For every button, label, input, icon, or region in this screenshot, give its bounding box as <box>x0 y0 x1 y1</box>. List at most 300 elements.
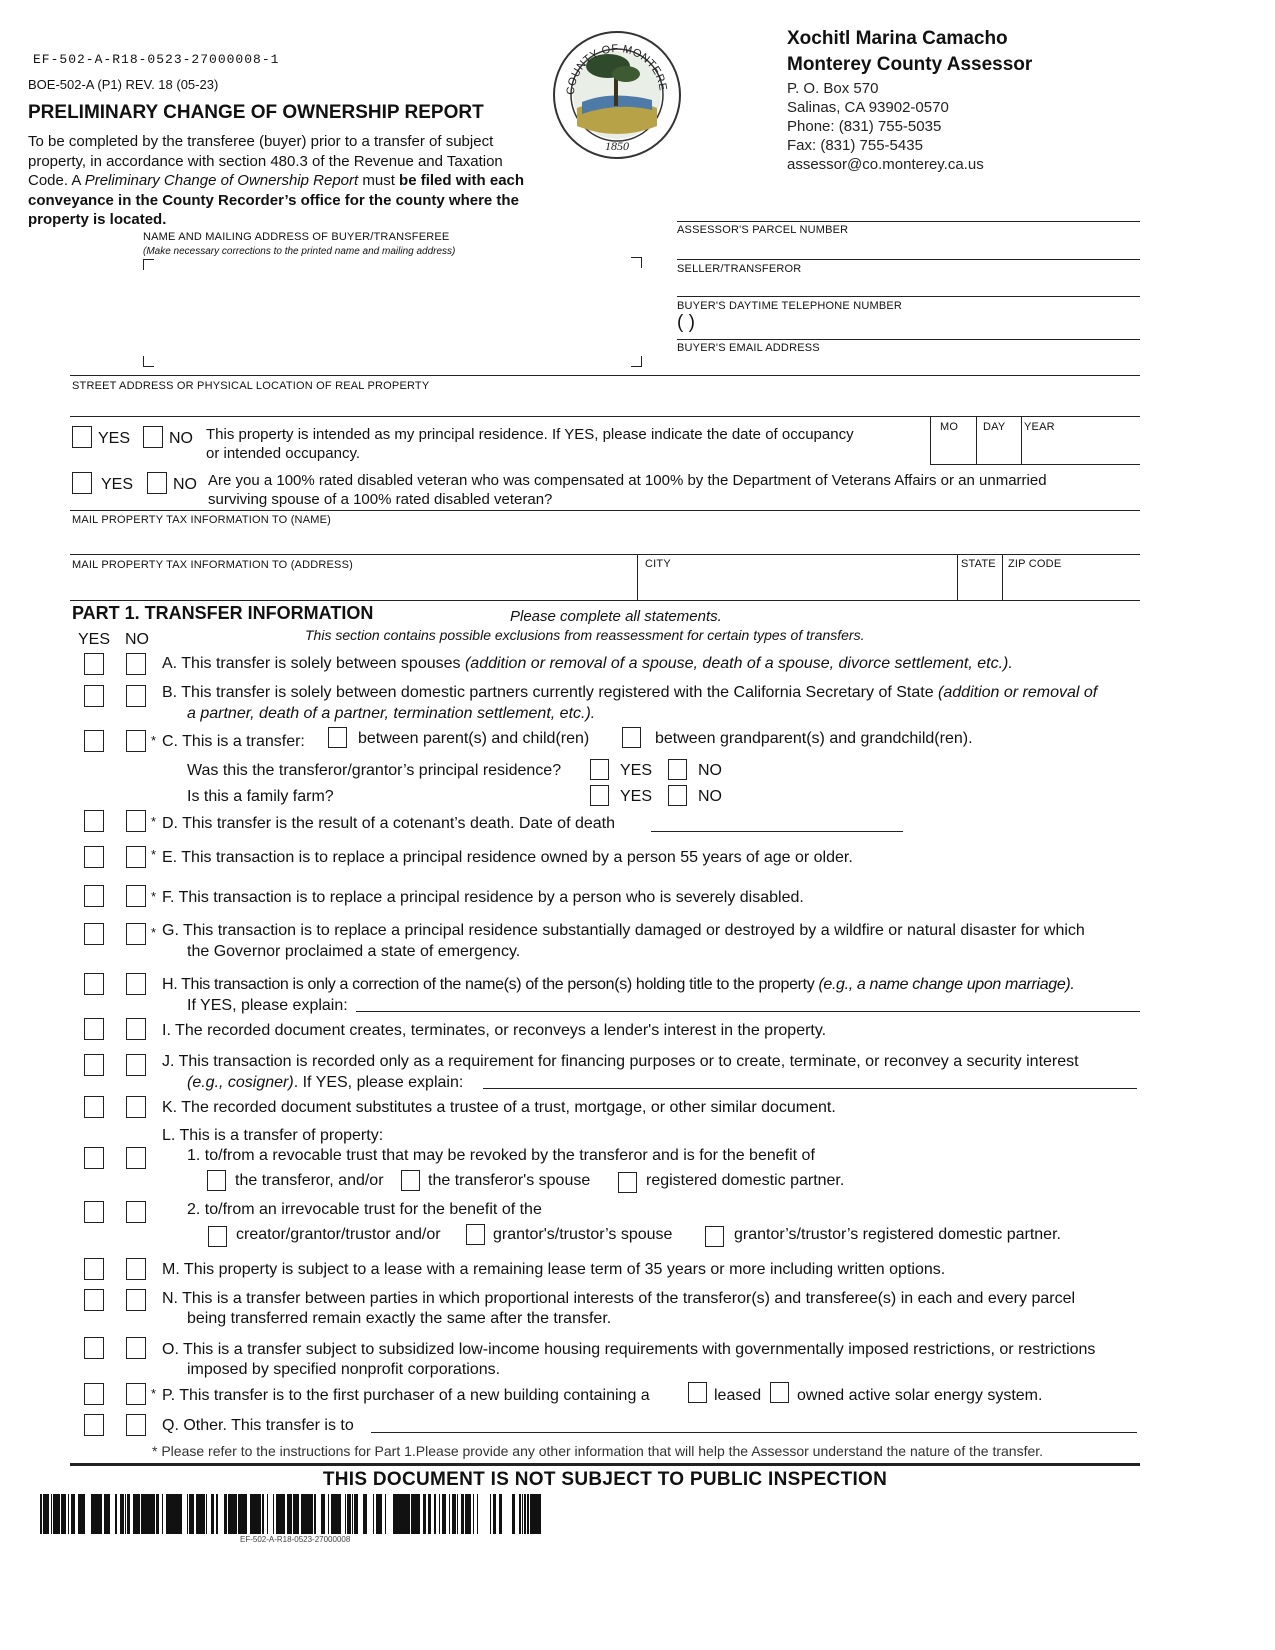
veteran-yes-checkbox[interactable] <box>72 472 92 494</box>
barcode-bar <box>324 1494 325 1534</box>
seller-field[interactable] <box>677 277 1140 295</box>
barcode-bar <box>276 1494 277 1534</box>
barcode-bar <box>203 1494 205 1534</box>
barcode-bar <box>453 1494 456 1534</box>
q-explain-field[interactable] <box>371 1414 1137 1432</box>
barcode-bar <box>495 1494 496 1534</box>
barcode-bar <box>305 1494 308 1534</box>
barcode-bar <box>245 1494 246 1534</box>
asterisk: * <box>151 1386 157 1401</box>
yes-label: YES <box>620 762 653 779</box>
barcode-bar <box>284 1494 285 1534</box>
barcode-bar <box>137 1494 139 1534</box>
barcode-bar <box>457 1494 458 1534</box>
residence-no-checkbox[interactable] <box>143 426 163 448</box>
barcode-bar <box>48 1494 49 1534</box>
divider <box>677 296 1140 297</box>
barcode-bar <box>466 1494 468 1534</box>
b-yes-checkbox[interactable] <box>84 685 104 707</box>
barcode-bar <box>62 1494 64 1534</box>
barcode-bar <box>175 1494 177 1534</box>
asterisk: * <box>151 847 157 862</box>
barcode-bar <box>490 1494 491 1534</box>
date-of-death-field[interactable] <box>651 811 903 831</box>
barcode-bar <box>538 1494 539 1534</box>
divider <box>957 554 958 600</box>
divider <box>70 600 1140 601</box>
barcode-bar <box>93 1494 94 1534</box>
barcode-bar <box>142 1494 145 1534</box>
barcode-text: EF-502-A-R18-0523-27000008 <box>240 1535 351 1544</box>
c-question-farm: Is this a family farm? <box>187 788 334 805</box>
mail-name-field[interactable] <box>72 528 1137 552</box>
c-residence-yes-checkbox[interactable] <box>590 759 609 780</box>
barcode-bar <box>493 1494 495 1534</box>
city-field[interactable] <box>640 573 954 597</box>
g-yes-checkbox[interactable] <box>84 923 104 945</box>
a-yes-checkbox[interactable] <box>84 653 104 675</box>
j-yes-checkbox[interactable] <box>84 1054 104 1076</box>
barcode-bar <box>241 1494 243 1534</box>
barcode-bar <box>395 1494 398 1534</box>
barcode-bar <box>181 1494 182 1534</box>
state-field[interactable] <box>959 573 1000 597</box>
barcode-bar <box>417 1494 419 1534</box>
barcode-bar <box>146 1494 149 1534</box>
barcode-bar <box>189 1494 191 1534</box>
barcode-bar <box>224 1494 227 1534</box>
part1-note: Please complete all statements. <box>510 608 722 625</box>
barcode-bar <box>338 1494 341 1534</box>
barcode-bar <box>254 1494 256 1534</box>
no-label: NO <box>698 788 722 805</box>
barcode-bar <box>125 1494 126 1534</box>
n-yes-checkbox[interactable] <box>84 1289 104 1311</box>
l1-no-checkbox[interactable] <box>126 1147 146 1169</box>
veteran-question: Are you a 100% rated disabled veteran who was compensated at 100% by the Department of Veterans Affairs or an unmarried <box>208 472 1047 489</box>
occupancy-year-field[interactable] <box>1023 436 1138 462</box>
g-no-checkbox[interactable] <box>126 923 146 945</box>
barcode-bar <box>411 1494 414 1534</box>
barcode-bar <box>206 1494 207 1534</box>
statement-h: H. This transaction is only a correction of the name(s) of the person(s) holding title to the property (e.g., a name change upon marriage). <box>162 976 1075 993</box>
divider <box>1021 416 1022 464</box>
barcode-bar <box>116 1494 117 1534</box>
h-explain-line <box>356 1011 1140 1012</box>
divider <box>70 510 1140 511</box>
barcode-bar <box>366 1494 367 1534</box>
mail-address-field[interactable] <box>72 573 632 597</box>
barcode-bar <box>294 1494 297 1534</box>
barcode-bar <box>336 1494 338 1534</box>
h-yes-checkbox[interactable] <box>84 973 104 995</box>
barcode-bar <box>414 1494 417 1534</box>
barcode-bar <box>442 1494 444 1534</box>
q-no-checkbox[interactable] <box>126 1414 146 1436</box>
barcode-bar <box>328 1494 329 1534</box>
barcode-bar <box>168 1494 171 1534</box>
p-owned-checkbox[interactable] <box>770 1382 789 1403</box>
confidential-notice: THIS DOCUMENT IS NOT SUBJECT TO PUBLIC INSPECTION <box>322 1469 888 1490</box>
barcode-bar <box>41 1494 42 1534</box>
d-no-checkbox[interactable] <box>126 810 146 832</box>
statement-h-cont: If YES, please explain: <box>187 997 348 1014</box>
barcode-bar <box>293 1494 294 1534</box>
l1-spouse-checkbox[interactable] <box>401 1170 420 1191</box>
no-label: NO <box>173 476 197 493</box>
barcode-bar <box>399 1494 400 1534</box>
statement-n-cont: being transferred remain exactly the same after the transfer. <box>187 1310 612 1327</box>
email-field[interactable] <box>677 356 1140 374</box>
barcode-bar <box>259 1494 260 1534</box>
asterisk: * <box>151 814 157 829</box>
barcode-bar <box>122 1494 123 1534</box>
q-yes-checkbox[interactable] <box>84 1414 104 1436</box>
j-explain-field[interactable] <box>483 1070 1137 1088</box>
buyer-note: (Make necessary corrections to the printed name and mailing address) <box>143 246 456 257</box>
barcode-bar <box>172 1494 175 1534</box>
barcode-bar <box>385 1494 386 1534</box>
barcode-bar <box>408 1494 410 1534</box>
c-option-parent-child: between parent(s) and child(ren) <box>358 730 590 747</box>
barcode-bar <box>127 1494 128 1534</box>
phone-field[interactable]: ( ) <box>677 312 695 333</box>
part1-heading: PART 1. TRANSFER INFORMATION <box>72 603 374 623</box>
c-option-grandparent: between grandparent(s) and grandchild(ren). <box>655 730 973 747</box>
b-no-checkbox[interactable] <box>126 685 146 707</box>
barcode-bar <box>252 1494 253 1534</box>
barcode-bar <box>535 1494 536 1534</box>
j-explain-line <box>483 1088 1137 1089</box>
statement-b: B. This transfer is solely between domestic partners currently registered with the California Secretary of State (addition or removal of <box>162 684 1098 701</box>
no-label: NO <box>698 762 722 779</box>
no-label: NO <box>169 430 193 447</box>
address-corner <box>143 356 154 367</box>
barcode-bar <box>333 1494 335 1534</box>
m-yes-checkbox[interactable] <box>84 1258 104 1280</box>
barcode-bar <box>233 1494 236 1534</box>
barcode-bar <box>250 1494 252 1534</box>
h-explain-field[interactable] <box>356 993 1140 1011</box>
statement-a: A. This transfer is solely between spouses (addition or removal of a spouse, death of a spouse, divorce settlement, etc.). <box>162 655 1013 672</box>
barcode-bar <box>145 1494 146 1534</box>
barcode-bar <box>216 1494 217 1534</box>
barcode-bar <box>79 1494 80 1534</box>
barcode-bar <box>462 1494 463 1534</box>
barcode-bar <box>347 1494 350 1534</box>
barcode-bar <box>513 1494 514 1534</box>
barcode-bar <box>315 1494 316 1534</box>
barcode-bar <box>149 1494 152 1534</box>
barcode-bar <box>238 1494 241 1534</box>
residence-question: This property is intended as my principal residence. If YES, please indicate the date of occupancy <box>206 426 854 443</box>
divider <box>677 259 1140 260</box>
address-corner <box>631 356 642 367</box>
barcode-bar <box>40 1494 41 1534</box>
statement-f: F. This transaction is to replace a principal residence by a person who is severely disabled. <box>162 889 804 906</box>
divider <box>70 554 1140 555</box>
svg-text:COUNTY OF MONTEREY CALIFORNIA: COUNTY OF MONTERE <box>564 42 669 96</box>
barcode-bar <box>373 1494 374 1534</box>
barcode-bar <box>297 1494 299 1534</box>
barcode-bar <box>246 1494 247 1534</box>
barcode-bar <box>335 1494 336 1534</box>
barcode-bar <box>465 1494 466 1534</box>
street-label: STREET ADDRESS OR PHYSICAL LOCATION OF REAL PROPERTY <box>72 380 430 392</box>
barcode-bar <box>393 1494 395 1534</box>
p-leased-checkbox[interactable] <box>688 1382 707 1403</box>
address-corner <box>631 257 642 268</box>
barcode-bar <box>80 1494 82 1534</box>
i-yes-checkbox[interactable] <box>84 1018 104 1040</box>
street-field[interactable] <box>72 394 1137 414</box>
barcode-bar <box>405 1494 407 1534</box>
divider <box>930 416 931 464</box>
barcode-bar <box>57 1494 60 1534</box>
l2-no-checkbox[interactable] <box>126 1201 146 1223</box>
c-farm-no-checkbox[interactable] <box>668 785 687 806</box>
divider <box>70 375 1140 376</box>
barcode-bar <box>381 1494 382 1534</box>
barcode-bar <box>115 1494 116 1534</box>
apn-field[interactable] <box>677 238 1140 258</box>
barcode-bar <box>291 1494 292 1534</box>
barcode <box>39 1494 551 1534</box>
l2-option-creator: creator/grantor/trustor and/or <box>236 1226 441 1243</box>
footer-rule <box>70 1463 1140 1466</box>
e-no-checkbox[interactable] <box>126 846 146 868</box>
barcode-bar <box>128 1494 129 1534</box>
statement-j: J. This transaction is recorded only as a requirement for financing purposes or to create, terminate, or reconvey a security interest <box>162 1053 1079 1070</box>
svg-text:1850: 1850 <box>605 139 629 153</box>
barcode-bar <box>288 1494 289 1534</box>
barcode-bar <box>109 1494 110 1534</box>
barcode-bar <box>136 1494 137 1534</box>
barcode-bar <box>193 1494 194 1534</box>
barcode-bar <box>82 1494 83 1534</box>
barcode-bar <box>289 1494 290 1534</box>
mail-address-label: MAIL PROPERTY TAX INFORMATION TO (ADDRESS) <box>72 559 353 571</box>
barcode-bar <box>331 1494 333 1534</box>
intro-text: To be completed by the transferee (buyer) prior to a transfer of subject property, in accordance with section 480.3 of the Revenue and Taxation Code. A Preliminary Change of Ownership Report must be filed with each conveyance in the County Recorder’s office for the county where the property is located. <box>28 133 525 228</box>
o-yes-checkbox[interactable] <box>84 1337 104 1359</box>
c-no-checkbox[interactable] <box>126 730 146 752</box>
c-grandparent-checkbox[interactable] <box>622 727 641 748</box>
a-no-checkbox[interactable] <box>126 653 146 675</box>
veteran-question-cont: surviving spouse of a 100% rated disabled veteran? <box>208 491 553 508</box>
l2-yes-checkbox[interactable] <box>84 1201 104 1223</box>
barcode-bar <box>277 1494 279 1534</box>
barcode-bar <box>211 1494 213 1534</box>
c-yes-checkbox[interactable] <box>84 730 104 752</box>
statement-o-cont: imposed by specified nonprofit corporations. <box>187 1361 501 1378</box>
p-yes-checkbox[interactable] <box>84 1383 104 1405</box>
month-label: MO <box>940 421 959 433</box>
barcode-bar <box>98 1494 100 1534</box>
barcode-bar <box>477 1494 478 1534</box>
m-no-checkbox[interactable] <box>126 1258 146 1280</box>
apn-label: ASSESSOR'S PARCEL NUMBER <box>677 224 849 236</box>
c-residence-no-checkbox[interactable] <box>668 759 687 780</box>
e-yes-checkbox[interactable] <box>84 846 104 868</box>
statement-b-cont: a partner, death of a partner, termination settlement, etc.). <box>187 705 596 722</box>
barcode-bar <box>95 1494 98 1534</box>
c-question-residence: Was this the transferor/grantor’s principal residence? <box>187 762 562 779</box>
f-no-checkbox[interactable] <box>126 885 146 907</box>
statement-m: M. This property is subject to a lease with a remaining lease term of 35 years or more including written options. <box>162 1261 946 1278</box>
barcode-bar <box>68 1494 69 1534</box>
barcode-bar <box>156 1494 159 1534</box>
barcode-bar <box>71 1494 73 1534</box>
county-seal <box>552 30 682 160</box>
barcode-bar <box>177 1494 179 1534</box>
statement-e: E. This transaction is to replace a principal residence owned by a person 55 years of age or older. <box>162 849 853 866</box>
barcode-bar <box>273 1494 274 1534</box>
statement-d: D. This transfer is the result of a cotenant’s death. Date of death <box>162 815 615 832</box>
barcode-bar <box>419 1494 420 1534</box>
barcode-bar <box>357 1494 358 1534</box>
k-yes-checkbox[interactable] <box>84 1096 104 1118</box>
l1-option-spouse: the transferor's spouse <box>428 1172 591 1189</box>
statement-k: K. The recorded document substitutes a trustee of a trust, mortgage, or other similar document. <box>162 1099 836 1116</box>
form-revision: BOE-502-A (P1) REV. 18 (05-23) <box>28 77 219 92</box>
barcode-bar <box>321 1494 324 1534</box>
barcode-bar <box>283 1494 284 1534</box>
barcode-bar <box>282 1494 283 1534</box>
barcode-bar <box>449 1494 450 1534</box>
barcode-bar <box>253 1494 254 1534</box>
barcode-bar <box>539 1494 541 1534</box>
mail-name-label: MAIL PROPERTY TAX INFORMATION TO (NAME) <box>72 514 332 526</box>
l2-spouse-checkbox[interactable] <box>466 1224 485 1245</box>
asterisk: * <box>151 733 157 748</box>
l1-partner-checkbox[interactable] <box>618 1172 637 1193</box>
l2-option-partner: grantor’s/trustor’s registered domestic partner. <box>734 1226 1061 1243</box>
asterisk: * <box>151 925 157 940</box>
occupancy-month-field[interactable] <box>932 436 974 462</box>
h-no-checkbox[interactable] <box>126 973 146 995</box>
barcode-bar <box>301 1494 302 1534</box>
barcode-bar <box>524 1494 526 1534</box>
barcode-bar <box>304 1494 305 1534</box>
barcode-bar <box>45 1494 48 1534</box>
occupancy-day-field[interactable] <box>978 436 1019 462</box>
barcode-bar <box>531 1494 534 1534</box>
divider <box>976 416 977 464</box>
barcode-bar <box>512 1494 513 1534</box>
q-explain-line <box>371 1432 1137 1433</box>
yes-label: YES <box>620 788 653 805</box>
barcode-bar <box>51 1494 52 1534</box>
i-no-checkbox[interactable] <box>126 1018 146 1040</box>
barcode-bar <box>398 1494 399 1534</box>
buyer-address-field[interactable] <box>155 265 625 355</box>
yes-column-header: YES <box>78 631 111 648</box>
barcode-bar <box>262 1494 263 1534</box>
statement-g-cont: the Governor proclaimed a state of emergency. <box>187 943 521 960</box>
l2-partner-checkbox[interactable] <box>705 1226 724 1247</box>
barcode-bar <box>121 1494 122 1534</box>
barcode-bar <box>64 1494 66 1534</box>
l1-transferor-checkbox[interactable] <box>207 1170 226 1191</box>
barcode-bar <box>312 1494 313 1534</box>
barcode-bar <box>377 1494 378 1534</box>
page-title: PRELIMINARY CHANGE OF OWNERSHIP REPORT <box>28 102 484 123</box>
barcode-bar <box>123 1494 124 1534</box>
year-label: YEAR <box>1024 421 1055 433</box>
city-label: CITY <box>645 558 671 570</box>
k-no-checkbox[interactable] <box>126 1096 146 1118</box>
divider <box>930 464 1140 465</box>
asterisk: * <box>151 889 157 904</box>
n-no-checkbox[interactable] <box>126 1289 146 1311</box>
barcode-bar <box>61 1494 62 1534</box>
j-no-checkbox[interactable] <box>126 1054 146 1076</box>
barcode-bar <box>267 1494 268 1534</box>
barcode-bar <box>198 1494 199 1534</box>
barcode-bar <box>444 1494 446 1534</box>
f-yes-checkbox[interactable] <box>84 885 104 907</box>
barcode-bar <box>141 1494 142 1534</box>
barcode-bar <box>302 1494 304 1534</box>
barcode-bar <box>376 1494 377 1534</box>
barcode-bar <box>129 1494 130 1534</box>
barcode-bar <box>428 1494 431 1534</box>
l2-creator-checkbox[interactable] <box>208 1226 227 1247</box>
l2-option-spouse: grantor's/trustor’s spouse <box>493 1226 673 1243</box>
phone-label: BUYER'S DAYTIME TELEPHONE NUMBER <box>677 300 903 312</box>
barcode-bar <box>356 1494 357 1534</box>
o-no-checkbox[interactable] <box>126 1337 146 1359</box>
statement-l2: 2. to/from an irrevocable trust for the benefit of the <box>187 1201 542 1218</box>
statement-n: N. This is a transfer between parties in which proportional interests of the transferor(s) and transferee(s) in each and every parcel <box>162 1290 1076 1307</box>
residence-yes-checkbox[interactable] <box>72 426 92 448</box>
barcode-bar <box>400 1494 401 1534</box>
barcode-bar <box>256 1494 259 1534</box>
statement-l1: 1. to/from a revocable trust that may be revoked by the transferor and is for the benefit of <box>187 1147 815 1164</box>
barcode-bar <box>187 1494 188 1534</box>
veteran-no-checkbox[interactable] <box>147 472 167 494</box>
p-no-checkbox[interactable] <box>126 1383 146 1405</box>
l1-yes-checkbox[interactable] <box>84 1147 104 1169</box>
buyer-label: NAME AND MAILING ADDRESS OF BUYER/TRANSFEREE <box>143 231 450 243</box>
barcode-bar <box>192 1494 193 1534</box>
barcode-bar <box>83 1494 85 1534</box>
yes-label: YES <box>98 430 131 447</box>
statement-j-cont: (e.g., cosigner). If YES, please explain: <box>187 1074 464 1091</box>
zip-field[interactable] <box>1004 573 1138 597</box>
barcode-bar <box>345 1494 346 1534</box>
barcode-bar <box>73 1494 74 1534</box>
barcode-bar <box>120 1494 121 1534</box>
divider <box>677 221 1140 222</box>
statement-c: C. This is a transfer: <box>162 733 305 750</box>
c-farm-yes-checkbox[interactable] <box>590 785 609 806</box>
assessor-name: Xochitl Marina Camacho <box>787 28 1008 49</box>
d-yes-checkbox[interactable] <box>84 810 104 832</box>
barcode-bar <box>534 1494 535 1534</box>
statement-q: Q. Other. This transfer is to <box>162 1417 354 1434</box>
p-option-owned: owned active solar energy system. <box>797 1387 1043 1404</box>
barcode-bar <box>287 1494 288 1534</box>
barcode-bar <box>354 1494 356 1534</box>
yes-label: YES <box>101 476 134 493</box>
seller-label: SELLER/TRANSFEROR <box>677 263 802 275</box>
barcode-bar <box>196 1494 198 1534</box>
c-parent-child-checkbox[interactable] <box>328 727 347 748</box>
barcode-bar <box>473 1494 474 1534</box>
barcode-bar <box>55 1494 57 1534</box>
